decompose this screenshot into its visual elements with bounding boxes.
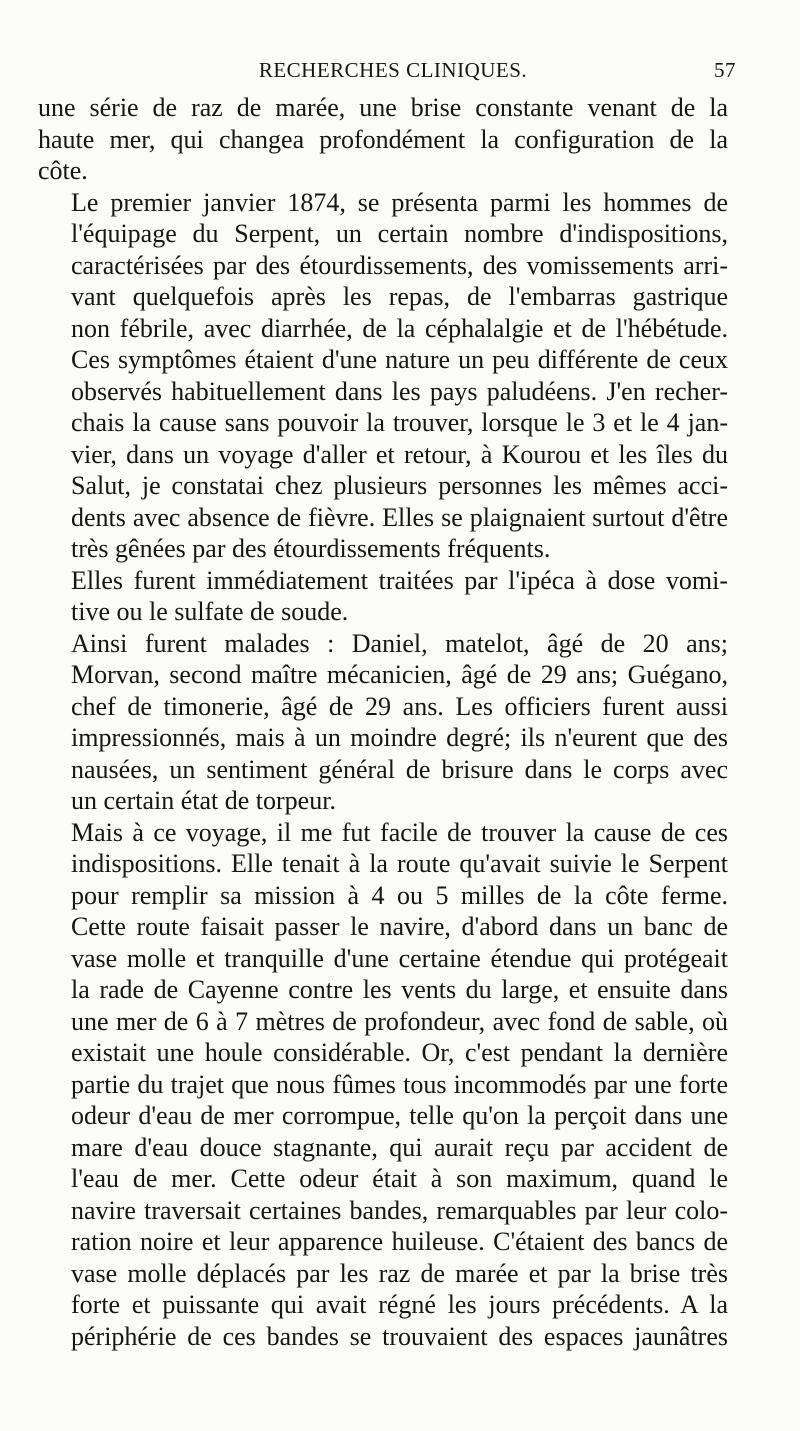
text-line: dents avec absence de fièvre. Elles se plaignaient surtout d'être: [71, 502, 728, 532]
text-line: très gênées par des étourdissements fréquents.: [71, 534, 551, 563]
text-line: indispositions. Elle tenait à la route qu'avait suivie le Serpent: [71, 849, 728, 878]
paragraph-2: [38, 187, 728, 565]
text-line: Le premier janvier 1874, se présenta parmi les hommes de: [71, 187, 728, 217]
text-line: Elles furent immédiatement traitées par l'ipéca à dose vomi-: [71, 565, 728, 595]
text-line: existait une houle considérable. Or, c'est pendant la dernière: [71, 1038, 728, 1067]
text-line: haute mer, qui changea profondément la configuration de la: [38, 124, 728, 154]
text-line: Cette route faisait passer le navire, d'abord dans un banc de: [71, 912, 728, 941]
text-line: observés habituellement dans les pays paludéens. J'en recher-: [71, 376, 728, 406]
running-head: RECHERCHES CLINIQUES.: [258, 58, 528, 82]
text-line: un certain état de torpeur.: [71, 786, 336, 815]
text-line: nausées, un sentiment général de brisure dans le corps avec: [71, 754, 728, 784]
body-text: [38, 92, 728, 1352]
text-line: côte.: [38, 156, 88, 185]
text-line: vase molle et tranquille d'une certaine étendue qui protégeait: [71, 943, 728, 973]
text-line: chais la cause sans pouvoir la trouver, lorsque le 3 et le 4 jan-: [71, 408, 728, 437]
paragraph-4: [38, 628, 728, 817]
paragraph-3: [38, 565, 728, 628]
text-line: caractérisées par des étourdissements, des vomissements arri-: [71, 250, 728, 280]
text-line: une série de raz de marée, une brise constante venant de la: [38, 93, 728, 122]
text-line: tive ou le sulfate de soude.: [71, 597, 349, 626]
text-line: périphérie de ces bandes se trouvaient des espaces jaunâtres: [71, 1321, 728, 1351]
text-line: Ainsi furent malades : Daniel, matelot, âgé de 20 ans;: [71, 628, 728, 658]
text-line: chef de timonerie, âgé de 29 ans. Les officiers furent aussi: [71, 691, 728, 721]
text-line: partie du trajet que nous fûmes tous incommodés par une forte: [71, 1069, 728, 1099]
text-line: l'équipage du Serpent, un certain nombre d'indispositions,: [71, 219, 728, 248]
page-header: [38, 58, 736, 88]
text-line: l'eau de mer. Cette odeur était à son maximum, quand le: [71, 1164, 728, 1193]
paragraph-5: [38, 817, 728, 1353]
text-line: Salut, je constatai chez plusieurs personnes les mêmes acci-: [71, 471, 728, 500]
text-line: forte et puissante qui avait régné les jours précédents. A la: [71, 1290, 728, 1319]
paragraph-1: [38, 92, 728, 187]
text-line: non fébrile, avec diarrhée, de la céphalalgie et de l'hébétude.: [71, 313, 728, 343]
text-line: vase molle déplacés par les raz de marée et par la brise très: [71, 1258, 728, 1288]
text-line: la rade de Cayenne contre les vents du large, et ensuite dans: [71, 975, 728, 1004]
text-line: Morvan, second maître mécanicien, âgé de 29 ans; Guégano,: [71, 660, 728, 689]
text-line: impressionnés, mais à un moindre degré; ils n'eurent que des: [71, 723, 728, 752]
text-line: Mais à ce voyage, il me fut facile de trouver la cause de ces: [71, 817, 728, 847]
text-line: odeur d'eau de mer corrompue, telle qu'on la perçoit dans une: [71, 1101, 728, 1130]
text-line: vier, dans un voyage d'aller et retour, à Kourou et les îles du: [71, 439, 728, 469]
text-line: Ces symptômes étaient d'une nature un peu différente de ceux: [71, 345, 728, 374]
text-line: pour remplir sa mission à 4 ou 5 milles de la côte ferme.: [71, 880, 728, 910]
text-line: une mer de 6 à 7 mètres de profondeur, avec fond de sable, où: [71, 1006, 728, 1036]
page-number: 57: [714, 58, 736, 82]
text-line: mare d'eau douce stagnante, qui aurait reçu par accident de: [71, 1132, 728, 1162]
text-line: vant quelquefois après les repas, de l'embarras gastrique: [71, 282, 728, 311]
text-line: ration noire et leur apparence huileuse. C'étaient des bancs de: [71, 1227, 728, 1256]
text-line: navire traversait certaines bandes, remarquables par leur colo-: [71, 1195, 728, 1225]
